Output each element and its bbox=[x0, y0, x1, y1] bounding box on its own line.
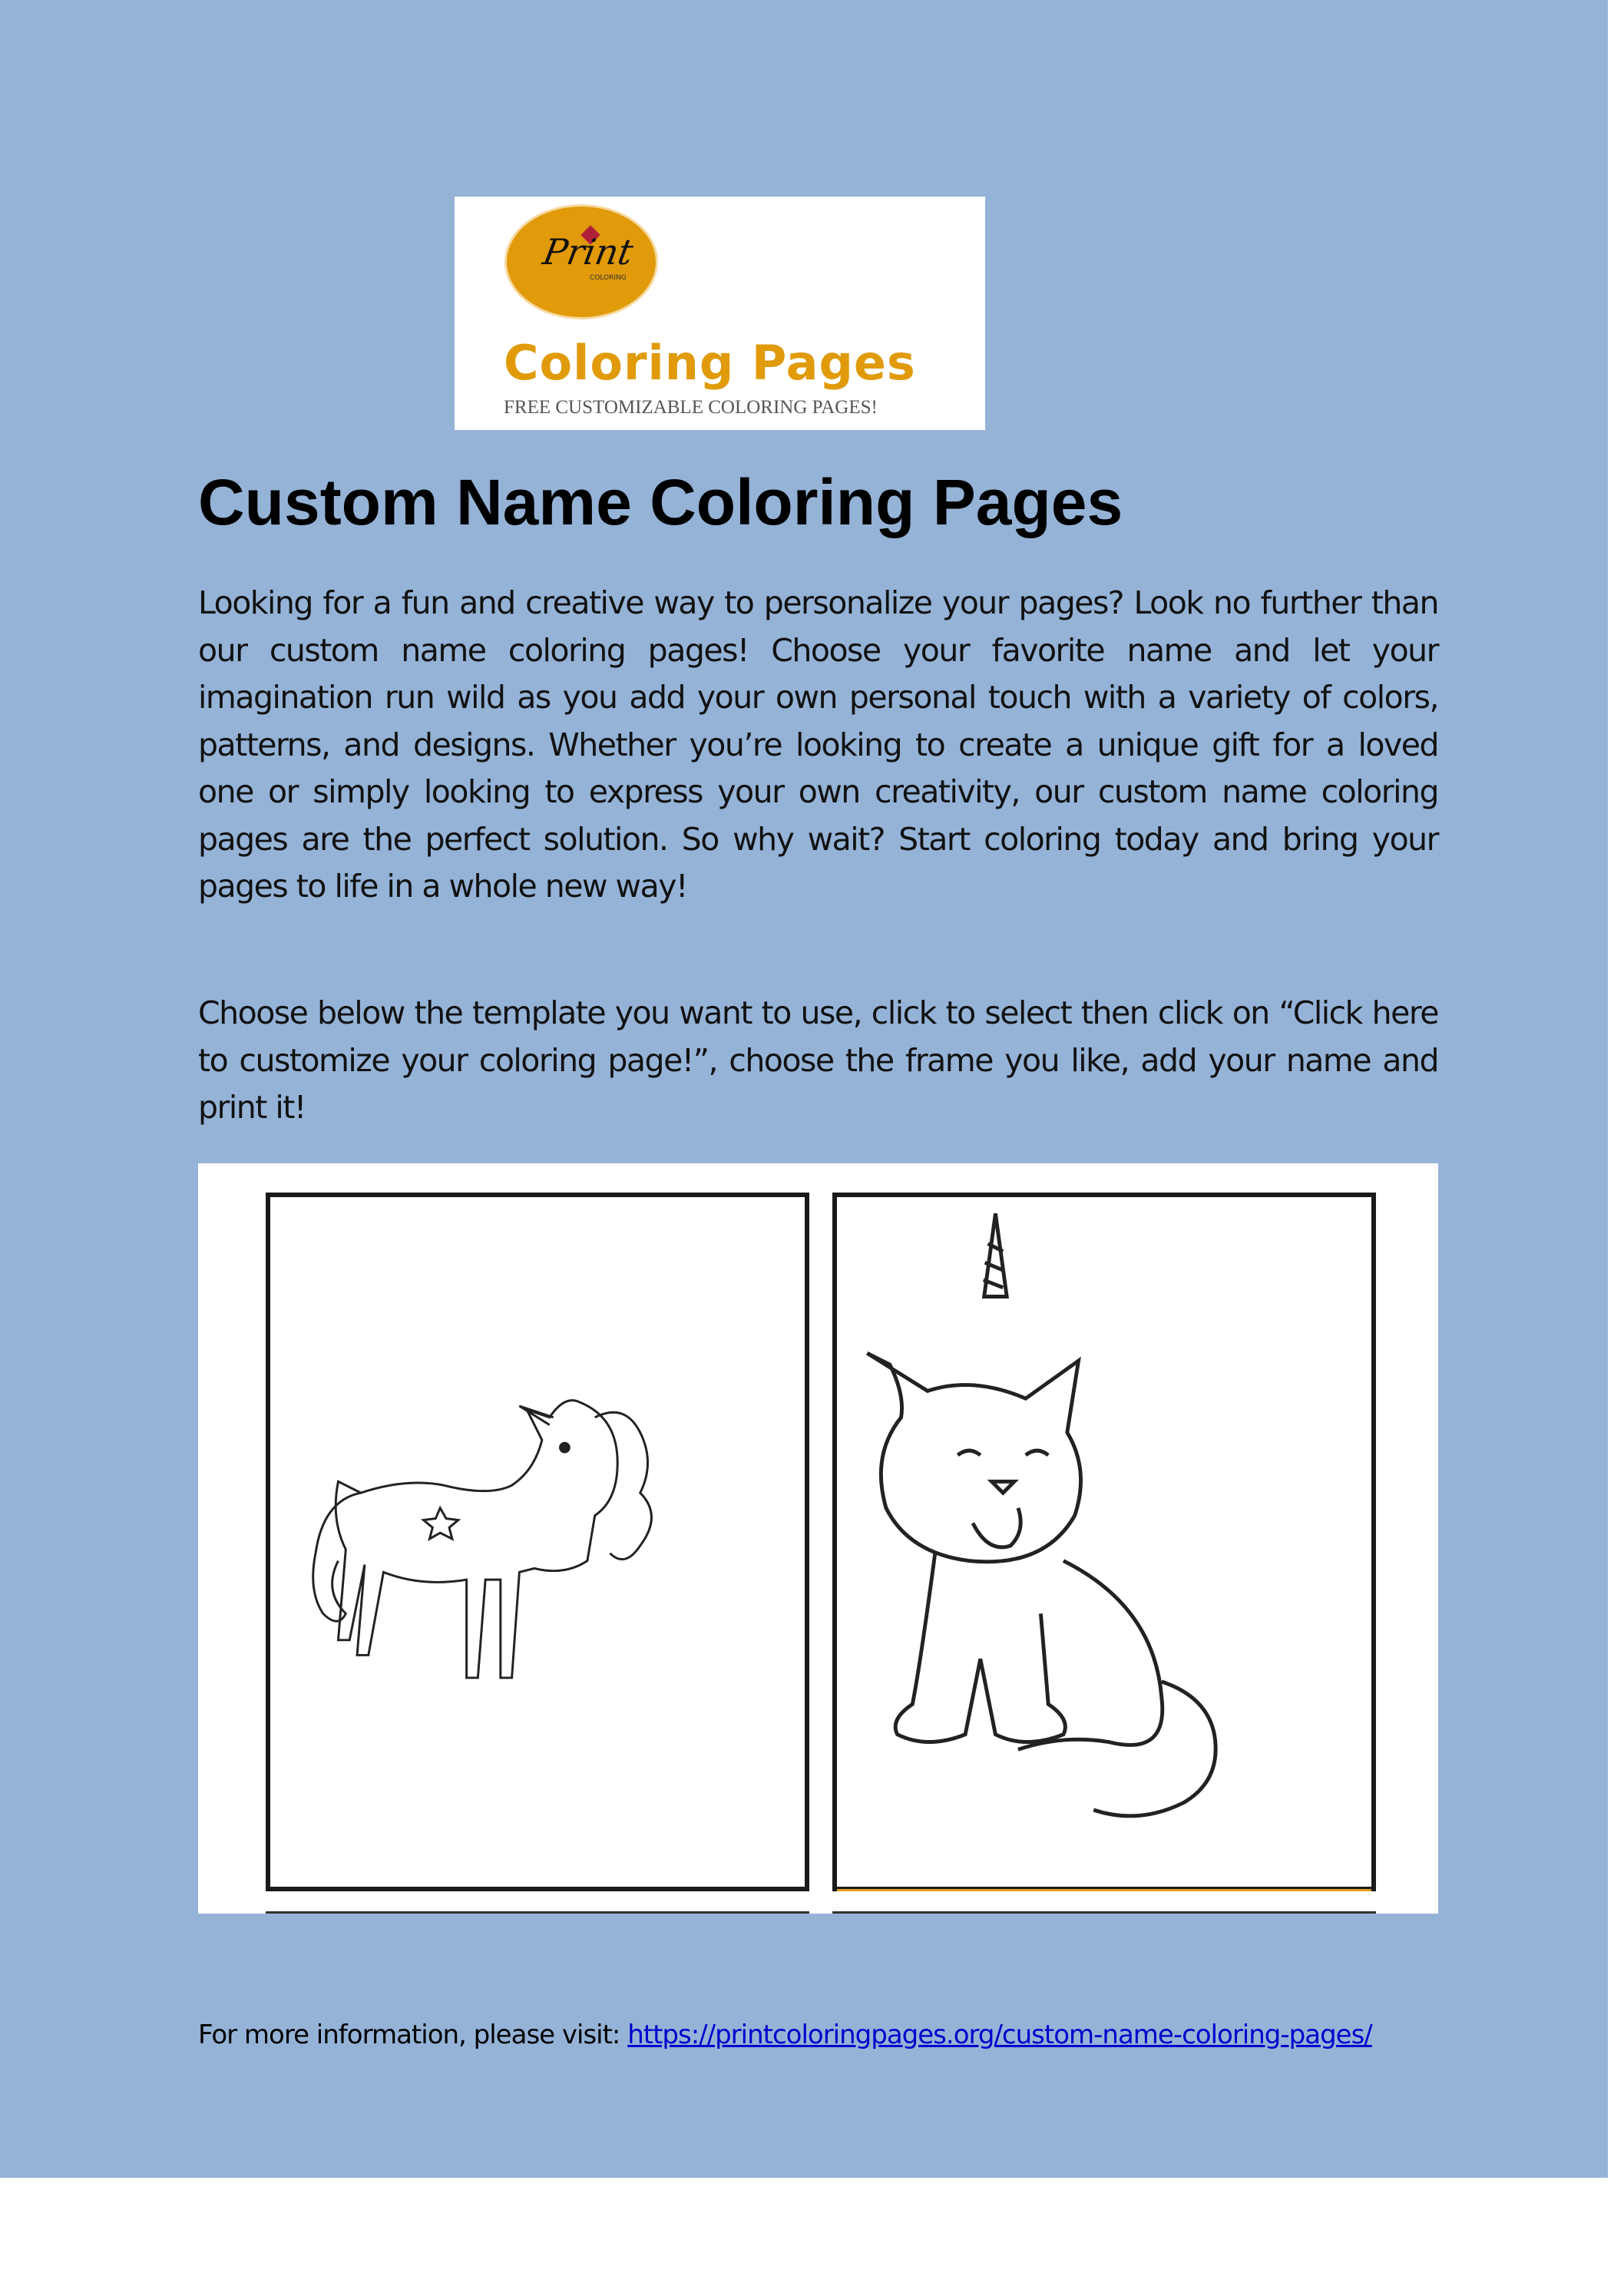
logo-script: Print bbox=[540, 231, 637, 273]
unicorn-illustration bbox=[270, 1197, 805, 1887]
more-info-link[interactable]: https://printcoloringpages.org/custom-name-coloring-pages/ bbox=[627, 2020, 1372, 2050]
logo-brand: Coloring Pages bbox=[504, 335, 916, 391]
kitten-illustration bbox=[837, 1197, 1371, 1887]
logo-small-text: COLORING bbox=[590, 274, 627, 282]
instructions-paragraph: Choose below the template you want to use, click to select then click on “Click here to customize your coloring page!”, choose the frame you like, add your name and print it! bbox=[198, 994, 1438, 1126]
logo bbox=[455, 197, 985, 430]
intro-paragraph: Looking for a fun and creative way to personalize your pages? Look no further than our custom name coloring pages! Choose your favorite name and let your imagination run wild as you add your own personal touch with a variety of colors, patterns, and designs. Whether you’re looking to create a unique gift for a loved one or simply looking to express your own creativity, our custom name coloring pages are the perfect solution. So why wait? Start coloring today and bring your pages to life in a whole new way! bbox=[198, 584, 1438, 905]
logo-badge bbox=[504, 204, 658, 319]
divider bbox=[832, 1911, 1376, 1914]
template-unicorn-kitten[interactable] bbox=[832, 1193, 1376, 1891]
template-gallery bbox=[198, 1163, 1438, 1914]
template-unicorn[interactable] bbox=[266, 1193, 809, 1891]
footer-prefix: For more information, please visit: bbox=[198, 2020, 628, 2050]
footer-info bbox=[198, 2020, 1372, 2050]
logo-tagline: FREE CUSTOMIZABLE COLORING PAGES! bbox=[504, 397, 878, 418]
divider bbox=[266, 1911, 809, 1914]
page-title: Custom Name Coloring Pages bbox=[198, 466, 1123, 538]
